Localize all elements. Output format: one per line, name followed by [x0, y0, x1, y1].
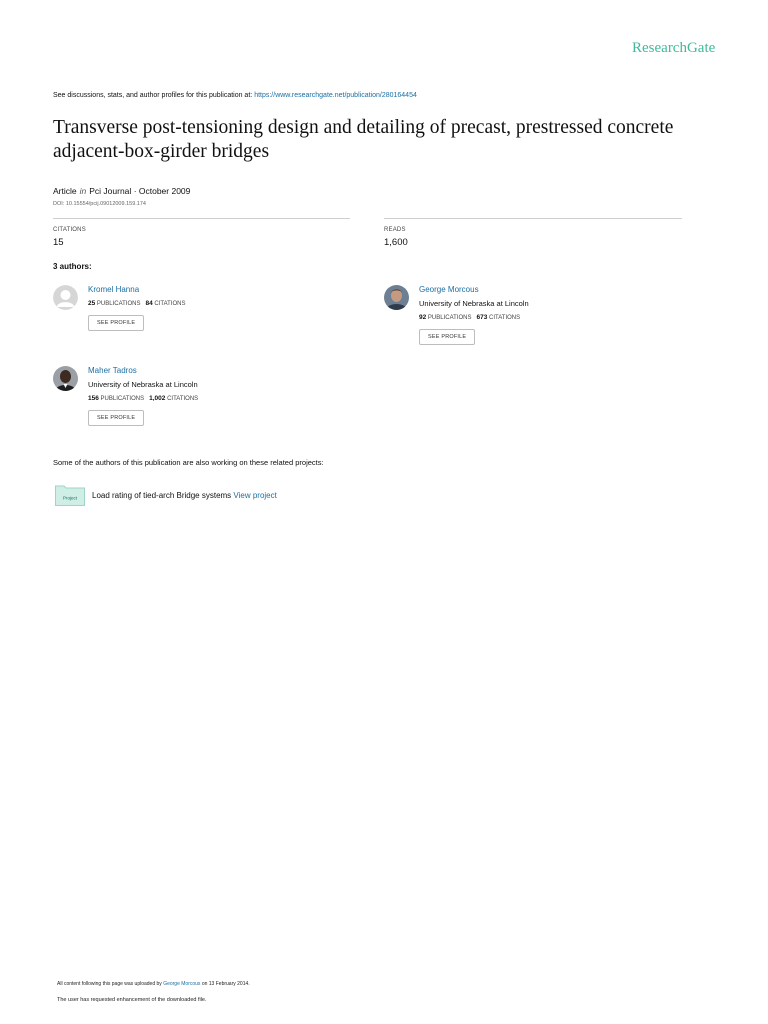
upload-prefix: All content following this page was uploaded by [57, 981, 162, 987]
view-project-link[interactable]: View project [233, 491, 277, 500]
author-info [419, 285, 529, 345]
default-avatar-icon[interactable] [53, 285, 78, 310]
publication-date: · October 2009 [133, 186, 191, 196]
publications-label: PUBLICATIONS [427, 315, 472, 321]
discussions-line [53, 92, 417, 99]
publication-title: Transverse post-tensioning design and detailing of precast, prestressed concrete adjacent-box-girder bridges [53, 117, 674, 162]
publication-doi: DOI: 10.15554/pcij.09012009.159.174 [53, 201, 146, 207]
author-stats [419, 314, 529, 321]
discussions-text: See discussions, stats, and author profiles for this publication at: [53, 92, 253, 99]
citations-divider [53, 218, 350, 219]
citations-value: 15 [53, 237, 64, 248]
reads-value: 1,600 [384, 237, 408, 248]
project-item [92, 491, 277, 500]
author-stats [88, 300, 186, 307]
publications-count: 92 [419, 314, 427, 321]
author-institution: University of Nebraska at Lincoln [88, 380, 198, 389]
upload-note [57, 981, 250, 987]
author-name-link[interactable]: Kromel Hanna [88, 285, 140, 294]
authors-heading: 3 authors: [53, 262, 92, 271]
citations-label: CITATIONS [53, 227, 86, 233]
journal-name: Pci Journal [89, 186, 132, 196]
researchgate-logo[interactable]: ResearchGate [632, 40, 716, 56]
citations-label-small: CITATIONS [167, 396, 199, 402]
publications-label: PUBLICATIONS [96, 301, 141, 307]
author-photo[interactable] [53, 366, 78, 391]
see-profile-button[interactable]: SEE PROFILE [88, 410, 144, 426]
publications-count: 25 [88, 300, 96, 307]
uploader-link[interactable]: George Morcous [163, 981, 201, 987]
reads-label: READS [384, 227, 406, 233]
publication-type: Article [53, 186, 77, 196]
publications-count: 156 [88, 395, 99, 402]
citations-count: 84 [145, 300, 153, 307]
author-photo[interactable] [384, 285, 409, 310]
enhancement-note: The user has requested enhancement of the downloaded file. [57, 997, 207, 1003]
author-name-link[interactable]: Maher Tadros [88, 366, 137, 375]
in-word: in [79, 186, 87, 196]
citations-count: 673 [476, 314, 488, 321]
project-icon-label: Project [62, 495, 78, 501]
publication-meta [53, 186, 190, 196]
publication-url-link[interactable]: https://www.researchgate.net/publication/280164454 [254, 92, 417, 99]
author-name-link[interactable]: George Morcous [419, 285, 479, 294]
author-institution: University of Nebraska at Lincoln [419, 299, 529, 308]
publications-label: PUBLICATIONS [100, 396, 145, 402]
see-profile-button[interactable]: SEE PROFILE [88, 315, 144, 331]
reads-divider [384, 218, 682, 219]
author-stats [88, 395, 198, 402]
project-folder-icon [55, 484, 85, 506]
citations-label-small: CITATIONS [489, 315, 521, 321]
author-info [88, 366, 198, 426]
citations-label-small: CITATIONS [154, 301, 186, 307]
see-profile-button[interactable]: SEE PROFILE [419, 329, 475, 345]
project-title: Load rating of tied-arch Bridge systems [92, 491, 232, 500]
author-info [88, 285, 186, 331]
related-projects-heading: Some of the authors of this publication are also working on these related projects: [53, 458, 324, 467]
upload-suffix: on 13 February 2014. [201, 981, 250, 987]
citations-count: 1,002 [149, 395, 166, 402]
